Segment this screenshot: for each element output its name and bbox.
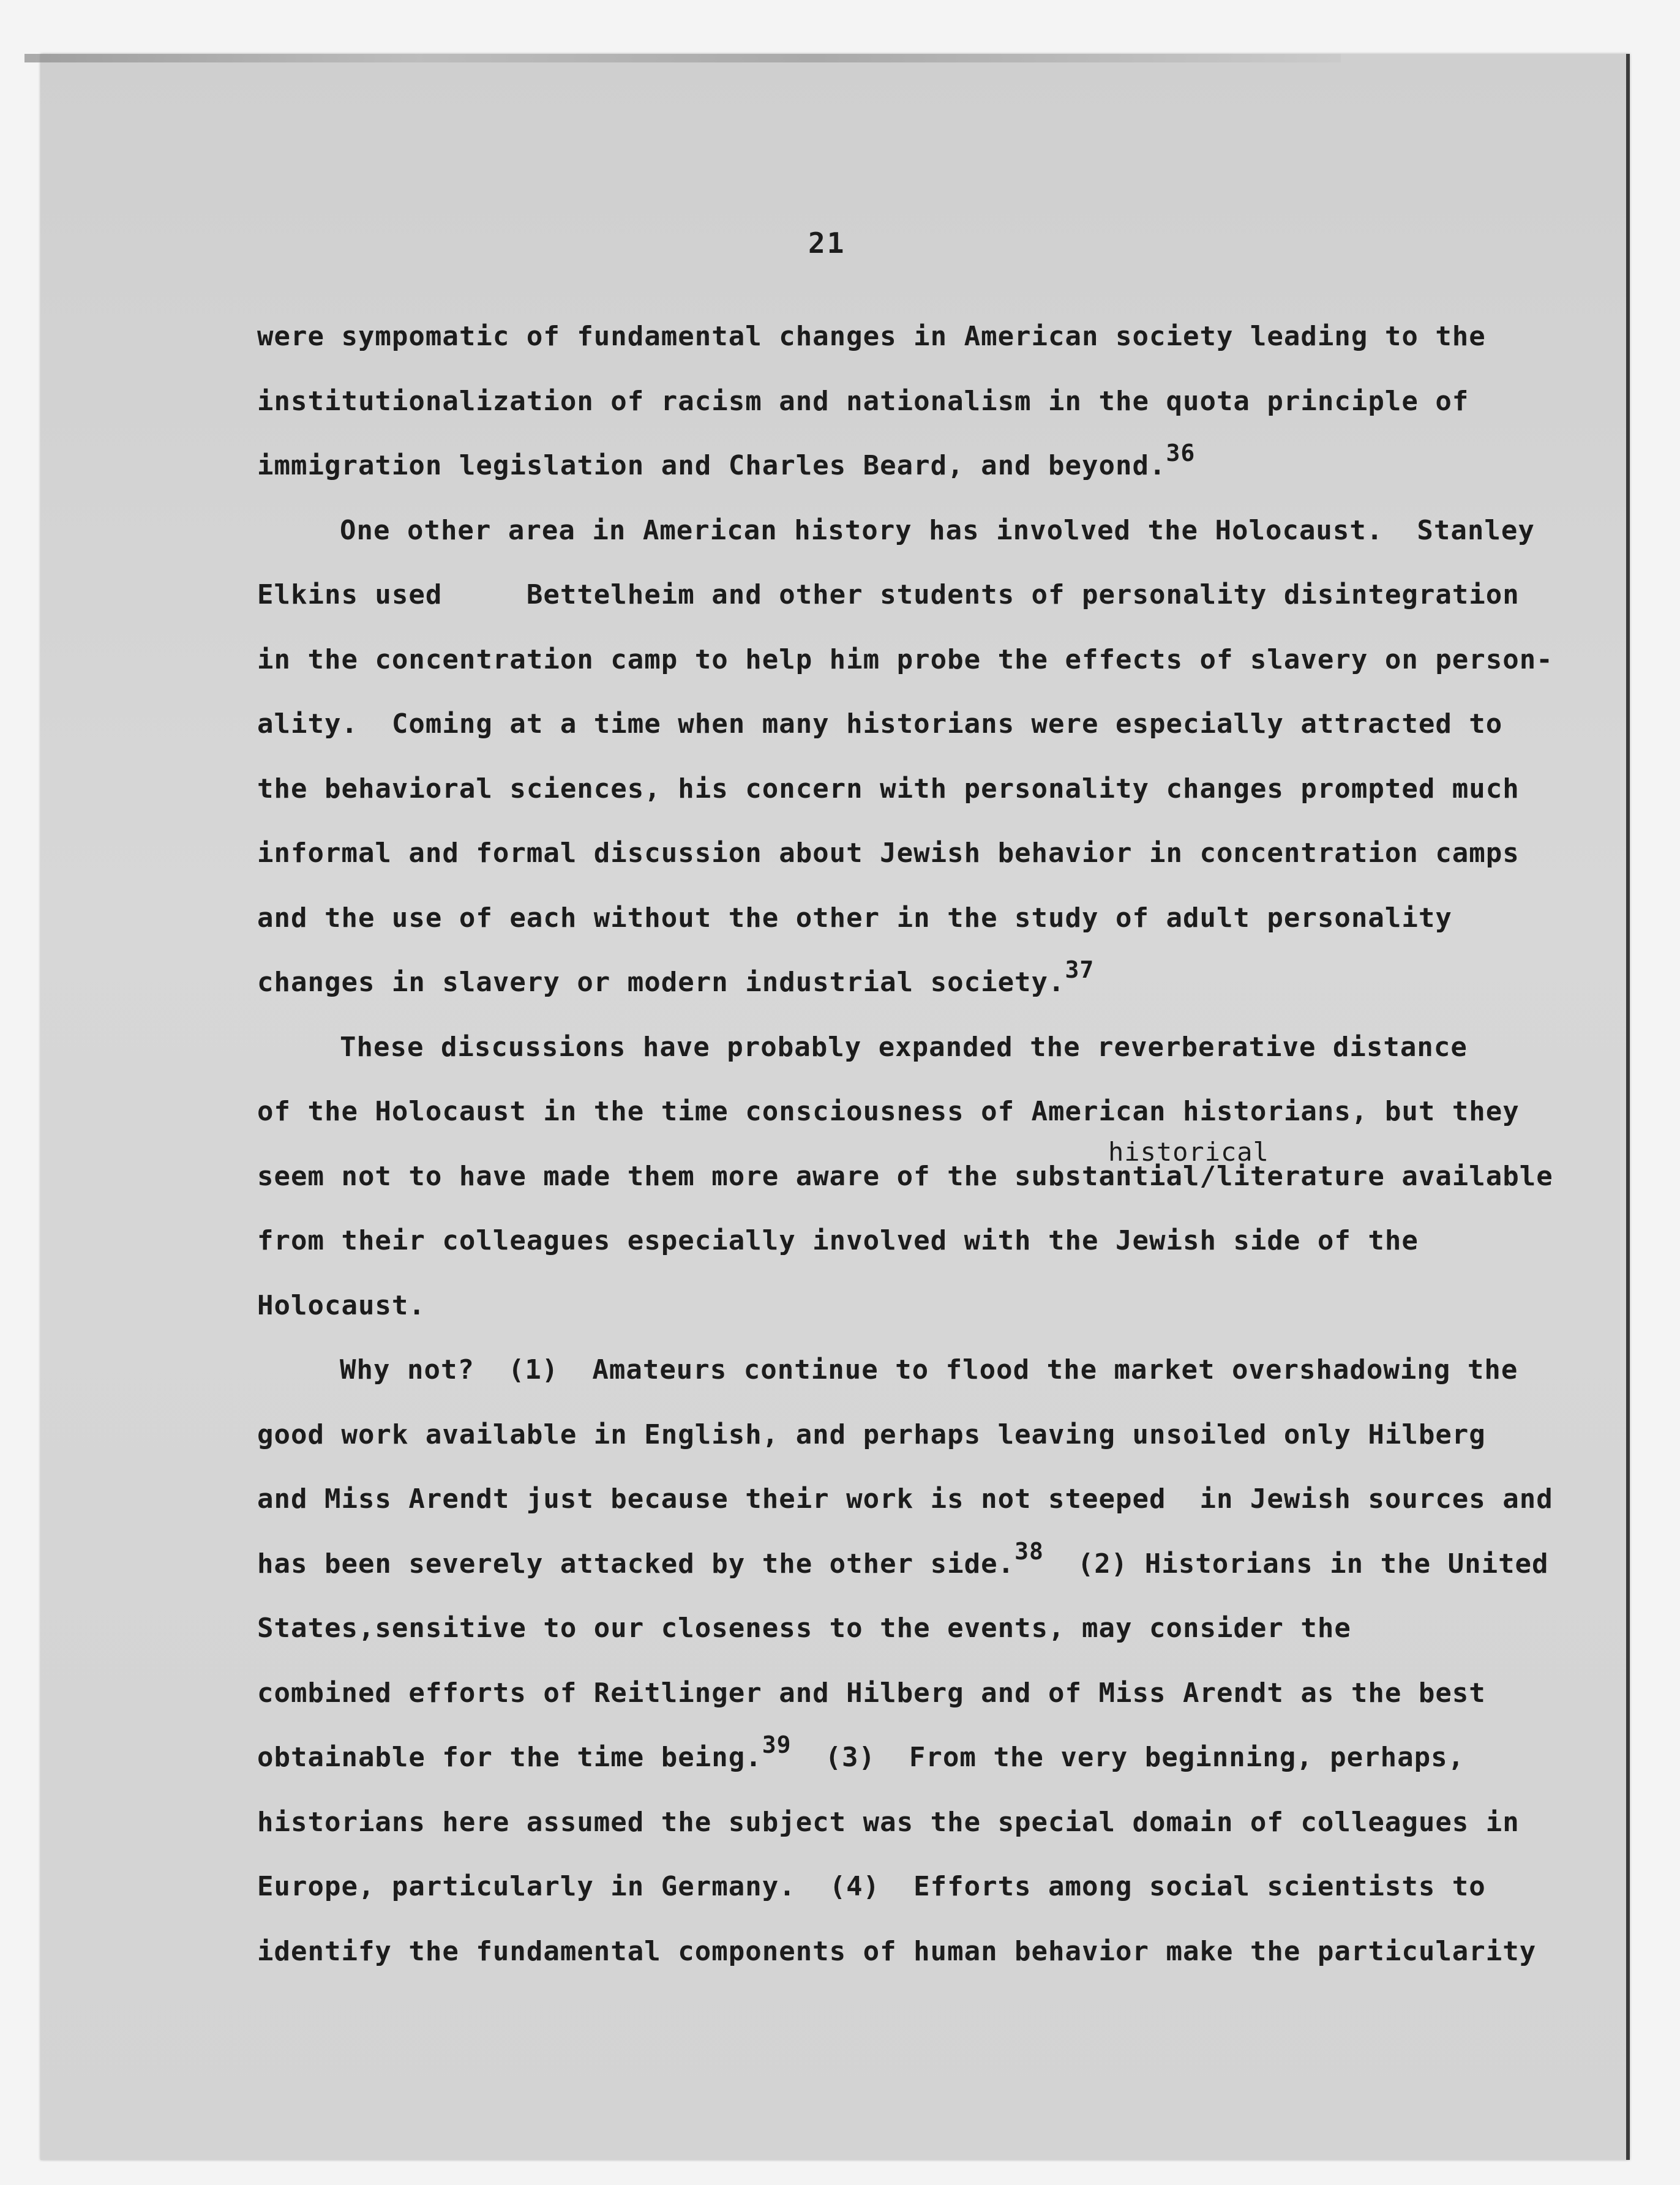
text-line: changes in slavery or modern industrial society.$^{37}$ — [257, 956, 1095, 998]
text-line: immigration legislation and Charles Beard, and beyond.$^{36}$ — [257, 440, 1196, 481]
text-line: of the Holocaust in the time consciousness of American historians, but they — [257, 1096, 1520, 1127]
footnote-ref: 37 — [1065, 956, 1095, 983]
text-line: combined efforts of Reitlinger and Hilberg and of Miss Arendt as the best — [257, 1677, 1486, 1709]
text-line: from their colleagues especially involved with the Jewish side of the — [257, 1225, 1419, 1256]
footnote-ref: 38 — [1014, 1537, 1044, 1565]
footnote-ref: 36 — [1166, 440, 1196, 467]
text-line: ality. Coming at a time when many historians were especially attracted to — [257, 708, 1503, 740]
text-line: and Miss Arendt just because their work is not steeped in Jewish sources and — [257, 1483, 1553, 1515]
text-line: Elkins used Bettelheim and other students of personality disintegration — [257, 579, 1520, 610]
text-line: in the concentration camp to help him probe the effects of slavery on person- — [257, 643, 1553, 675]
text-line: the behavioral sciences, his concern with personality changes prompted much — [257, 773, 1520, 804]
text-line: good work available in English, and perhaps leaving unsoiled only Hilberg — [257, 1419, 1486, 1450]
interlinear-insertion: historical — [1108, 1136, 1269, 1167]
paragraph-start-line: One other area in American history has involved the Holocaust. Stanley — [340, 514, 1535, 546]
text-line: States,sensitive to our closeness to the events, may consider the — [257, 1613, 1351, 1644]
text-line: historians here assumed the subject was the special domain of colleagues in — [257, 1806, 1520, 1838]
body-text — [257, 318, 1553, 1998]
text-line: informal and formal discussion about Jewish behavior in concentration camps — [257, 838, 1520, 869]
text-line: identify the fundamental components of human behavior make the particularity — [257, 1935, 1537, 1967]
text-line: has been severely attacked by the other side.$^{38}$ (2) Historians in the United — [257, 1537, 1549, 1580]
text-line: and the use of each without the other in the study of adult personality — [257, 902, 1452, 934]
text-line: institutionalization of racism and nationalism in the quota principle of — [257, 385, 1469, 417]
text-line: historical seem not to have made them more aware of the substantial/literature available — [257, 1158, 1531, 1223]
footnote-ref: 39 — [762, 1731, 792, 1758]
paragraph-start-line: Why not? (1) Amateurs continue to flood the market overshadowing the — [340, 1354, 1518, 1385]
text-line: Holocaust. — [257, 1289, 426, 1321]
page-number: 21 — [808, 227, 846, 260]
paragraph-start-line: These discussions have probably expanded the reverberative distance — [340, 1031, 1468, 1063]
scan-edge-streak — [24, 54, 1341, 62]
text-line: were sympomatic of fundamental changes in American society leading to the — [257, 321, 1486, 352]
text-line: Europe, particularly in Germany. (4) Efforts among social scientists to — [257, 1871, 1486, 1902]
text-line: obtainable for the time being.$^{39}$ (3) From the very beginning, perhaps, — [257, 1731, 1465, 1773]
